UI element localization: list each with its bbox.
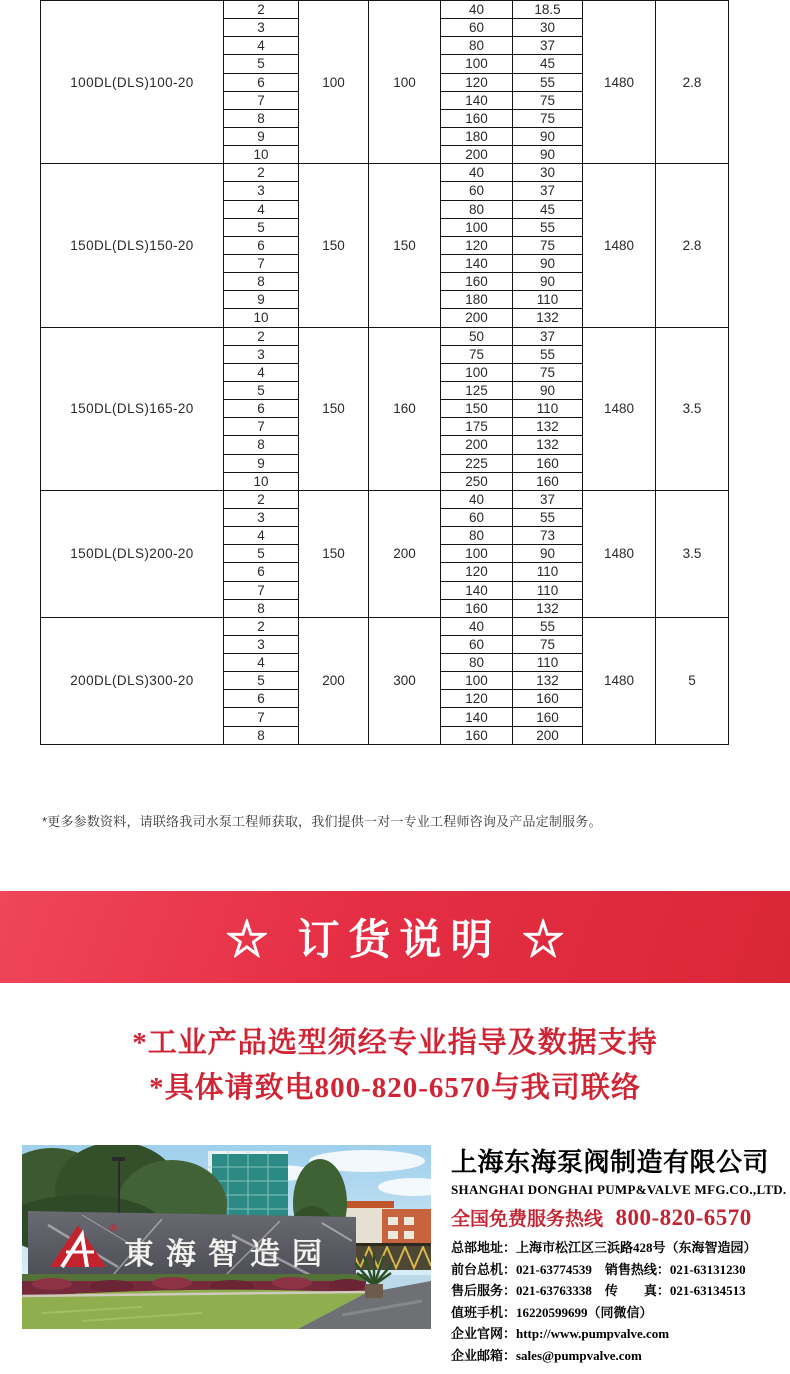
stage-cell: 7 — [224, 254, 299, 272]
outlet-cell: 200 — [369, 490, 441, 617]
power-cell: 3.5 — [656, 490, 729, 617]
head-cell: 37 — [513, 37, 583, 55]
stage-cell: 2 — [224, 1, 299, 19]
stage-cell: 6 — [224, 400, 299, 418]
speed-cell: 1480 — [583, 327, 656, 490]
power-cell: 2.8 — [656, 164, 729, 327]
head-cell: 75 — [513, 109, 583, 127]
flow-cell: 200 — [441, 436, 513, 454]
stage-cell: 2 — [224, 327, 299, 345]
flow-cell: 50 — [441, 327, 513, 345]
flow-cell: 160 — [441, 273, 513, 291]
inlet-cell: 100 — [299, 1, 369, 164]
head-cell: 30 — [513, 19, 583, 37]
flow-cell: 120 — [441, 563, 513, 581]
flow-cell: 40 — [441, 164, 513, 182]
flow-cell: 40 — [441, 1, 513, 19]
contact-line: 售后服务：021-63763338 传 真：021-63134513 — [451, 1283, 746, 1298]
head-cell: 18.5 — [513, 1, 583, 19]
flow-cell: 180 — [441, 127, 513, 145]
flow-cell: 80 — [441, 654, 513, 672]
inlet-cell: 150 — [299, 164, 369, 327]
flow-cell: 160 — [441, 109, 513, 127]
outlet-cell: 300 — [369, 617, 441, 744]
head-cell: 132 — [513, 672, 583, 690]
head-cell: 73 — [513, 527, 583, 545]
stage-cell: 6 — [224, 690, 299, 708]
flow-cell: 60 — [441, 635, 513, 653]
flow-cell: 60 — [441, 508, 513, 526]
head-cell: 110 — [513, 654, 583, 672]
stage-cell: 7 — [224, 418, 299, 436]
flow-cell: 120 — [441, 73, 513, 91]
flow-cell: 160 — [441, 726, 513, 744]
stage-cell: 2 — [224, 164, 299, 182]
head-cell: 55 — [513, 617, 583, 635]
head-cell: 160 — [513, 472, 583, 490]
head-cell: 37 — [513, 327, 583, 345]
head-cell: 200 — [513, 726, 583, 744]
stage-cell: 4 — [224, 654, 299, 672]
stage-cell: 6 — [224, 73, 299, 91]
flow-cell: 100 — [441, 363, 513, 381]
head-cell: 160 — [513, 708, 583, 726]
stage-cell: 10 — [224, 472, 299, 490]
table-row — [41, 617, 729, 635]
stage-cell: 9 — [224, 454, 299, 472]
stage-cell: 6 — [224, 563, 299, 581]
table-row — [41, 327, 729, 345]
flow-cell: 175 — [441, 418, 513, 436]
flow-cell: 250 — [441, 472, 513, 490]
inlet-cell: 150 — [299, 490, 369, 617]
table-row — [41, 490, 729, 508]
flow-cell: 200 — [441, 146, 513, 164]
head-cell: 90 — [513, 146, 583, 164]
contact-line: 值班手机：16220599699（同微信） — [451, 1304, 653, 1320]
stage-cell: 7 — [224, 581, 299, 599]
company-info — [451, 1142, 790, 1366]
notice-block — [0, 1021, 790, 1111]
flow-cell: 60 — [441, 182, 513, 200]
flow-cell: 160 — [441, 599, 513, 617]
head-cell: 90 — [513, 381, 583, 399]
registered-mark: ® — [110, 1223, 118, 1234]
speed-cell: 1480 — [583, 1, 656, 164]
stage-cell: 7 — [224, 91, 299, 109]
stage-cell: 2 — [224, 490, 299, 508]
stage-cell: 9 — [224, 291, 299, 309]
stage-cell: 8 — [224, 599, 299, 617]
contact-line[interactable]: 企业官网：http://www.pumpvalve.com — [451, 1326, 670, 1341]
stage-cell: 7 — [224, 708, 299, 726]
head-cell: 30 — [513, 164, 583, 182]
head-cell: 75 — [513, 635, 583, 653]
flow-cell: 140 — [441, 708, 513, 726]
stage-cell: 4 — [224, 527, 299, 545]
head-cell: 45 — [513, 55, 583, 73]
head-cell: 55 — [513, 508, 583, 526]
stage-cell: 8 — [224, 273, 299, 291]
stage-cell: 5 — [224, 672, 299, 690]
head-cell: 75 — [513, 236, 583, 254]
stage-cell: 9 — [224, 127, 299, 145]
stage-cell: 4 — [224, 200, 299, 218]
stage-cell: 8 — [224, 726, 299, 744]
head-cell: 55 — [513, 345, 583, 363]
hotline-label: 全国免费服务热线 — [451, 1209, 604, 1230]
head-cell: 160 — [513, 454, 583, 472]
flow-cell: 60 — [441, 19, 513, 37]
head-cell: 45 — [513, 200, 583, 218]
flow-cell: 100 — [441, 672, 513, 690]
stage-cell: 10 — [224, 146, 299, 164]
flow-cell: 125 — [441, 381, 513, 399]
order-info-banner — [0, 891, 790, 983]
stage-cell: 3 — [224, 635, 299, 653]
flow-cell: 100 — [441, 218, 513, 236]
flow-cell: 100 — [441, 55, 513, 73]
head-cell: 55 — [513, 218, 583, 236]
head-cell: 110 — [513, 563, 583, 581]
stage-cell: 5 — [224, 545, 299, 563]
model-cell: 150DL(DLS)150-20 — [41, 164, 224, 327]
head-cell: 90 — [513, 545, 583, 563]
head-cell: 37 — [513, 182, 583, 200]
contact-line[interactable]: 企业邮箱：sales@pumpvalve.com — [451, 1347, 642, 1363]
sign-text: 東海智造园 — [124, 1238, 334, 1271]
stage-cell: 4 — [224, 363, 299, 381]
head-cell: 75 — [513, 91, 583, 109]
stage-cell: 5 — [224, 55, 299, 73]
notice-line-2: *具体请致电800-820-6570与我司联络 — [149, 1072, 641, 1104]
flow-cell: 140 — [441, 91, 513, 109]
stage-cell: 10 — [224, 309, 299, 327]
flow-cell: 140 — [441, 254, 513, 272]
stage-cell: 8 — [224, 109, 299, 127]
flow-cell: 100 — [441, 545, 513, 563]
flow-cell: 150 — [441, 400, 513, 418]
stage-cell: 6 — [224, 236, 299, 254]
stage-cell: 5 — [224, 381, 299, 399]
stage-cell: 4 — [224, 37, 299, 55]
banner-title: ☆ 订货说明 ☆ — [225, 916, 574, 963]
contact-list — [451, 1237, 790, 1366]
contact-line: 前台总机：021-63774539 销售热线：021-63131230 — [451, 1261, 746, 1277]
outlet-cell: 150 — [369, 164, 441, 327]
head-cell: 110 — [513, 291, 583, 309]
table-footnote: *更多参数资料，请联络我司水泵工程师获取，我们提供一对一专业工程师咨询及产品定制服务。 — [42, 814, 602, 829]
head-cell: 90 — [513, 127, 583, 145]
head-cell: 160 — [513, 690, 583, 708]
head-cell: 132 — [513, 309, 583, 327]
power-cell: 3.5 — [656, 327, 729, 490]
speed-cell: 1480 — [583, 490, 656, 617]
outlet-cell: 100 — [369, 1, 441, 164]
flow-cell: 120 — [441, 236, 513, 254]
flow-cell: 40 — [441, 490, 513, 508]
company-name-en: SHANGHAI DONGHAI PUMP&VALVE MFG.CO.,LTD. — [451, 1182, 787, 1197]
head-cell: 55 — [513, 73, 583, 91]
head-cell: 37 — [513, 490, 583, 508]
power-cell: 5 — [656, 617, 729, 744]
flow-cell: 80 — [441, 37, 513, 55]
flow-cell: 40 — [441, 617, 513, 635]
stage-cell: 3 — [224, 508, 299, 526]
model-cell: 150DL(DLS)200-20 — [41, 490, 224, 617]
model-cell: 100DL(DLS)100-20 — [41, 1, 224, 164]
inlet-cell: 150 — [299, 327, 369, 490]
table-row — [41, 1, 729, 19]
flow-cell: 120 — [441, 690, 513, 708]
flow-cell: 75 — [441, 345, 513, 363]
speed-cell: 1480 — [583, 164, 656, 327]
head-cell: 90 — [513, 273, 583, 291]
flow-cell: 80 — [441, 200, 513, 218]
pump-spec-table — [40, 0, 729, 745]
flow-cell: 180 — [441, 291, 513, 309]
stage-cell: 5 — [224, 218, 299, 236]
head-cell: 110 — [513, 400, 583, 418]
outlet-cell: 160 — [369, 327, 441, 490]
head-cell: 132 — [513, 436, 583, 454]
inlet-cell: 200 — [299, 617, 369, 744]
table-row — [41, 164, 729, 182]
company-name-cn: 上海东海泵阀制造有限公司 — [451, 1147, 770, 1177]
flow-cell: 225 — [441, 454, 513, 472]
stage-cell: 2 — [224, 617, 299, 635]
stage-cell: 8 — [224, 436, 299, 454]
stage-cell: 3 — [224, 345, 299, 363]
head-cell: 110 — [513, 581, 583, 599]
model-cell: 150DL(DLS)165-20 — [41, 327, 224, 490]
stage-cell: 3 — [224, 19, 299, 37]
flow-cell: 200 — [441, 309, 513, 327]
power-cell: 2.8 — [656, 1, 729, 164]
hotline — [451, 1204, 790, 1231]
flow-cell: 80 — [441, 527, 513, 545]
head-cell: 75 — [513, 363, 583, 381]
hotline-number: 800-820-6570 — [615, 1205, 752, 1230]
head-cell: 132 — [513, 599, 583, 617]
notice-line-1: *工业产品选型须经专业指导及数据支持 — [132, 1027, 658, 1059]
speed-cell: 1480 — [583, 617, 656, 744]
head-cell: 90 — [513, 254, 583, 272]
factory-photo — [22, 1145, 431, 1329]
model-cell: 200DL(DLS)300-20 — [41, 617, 224, 744]
contact-line: 总部地址：上海市松江区三浜路428号（东海智造园） — [451, 1240, 757, 1255]
flow-cell: 140 — [441, 581, 513, 599]
head-cell: 132 — [513, 418, 583, 436]
stage-cell: 3 — [224, 182, 299, 200]
